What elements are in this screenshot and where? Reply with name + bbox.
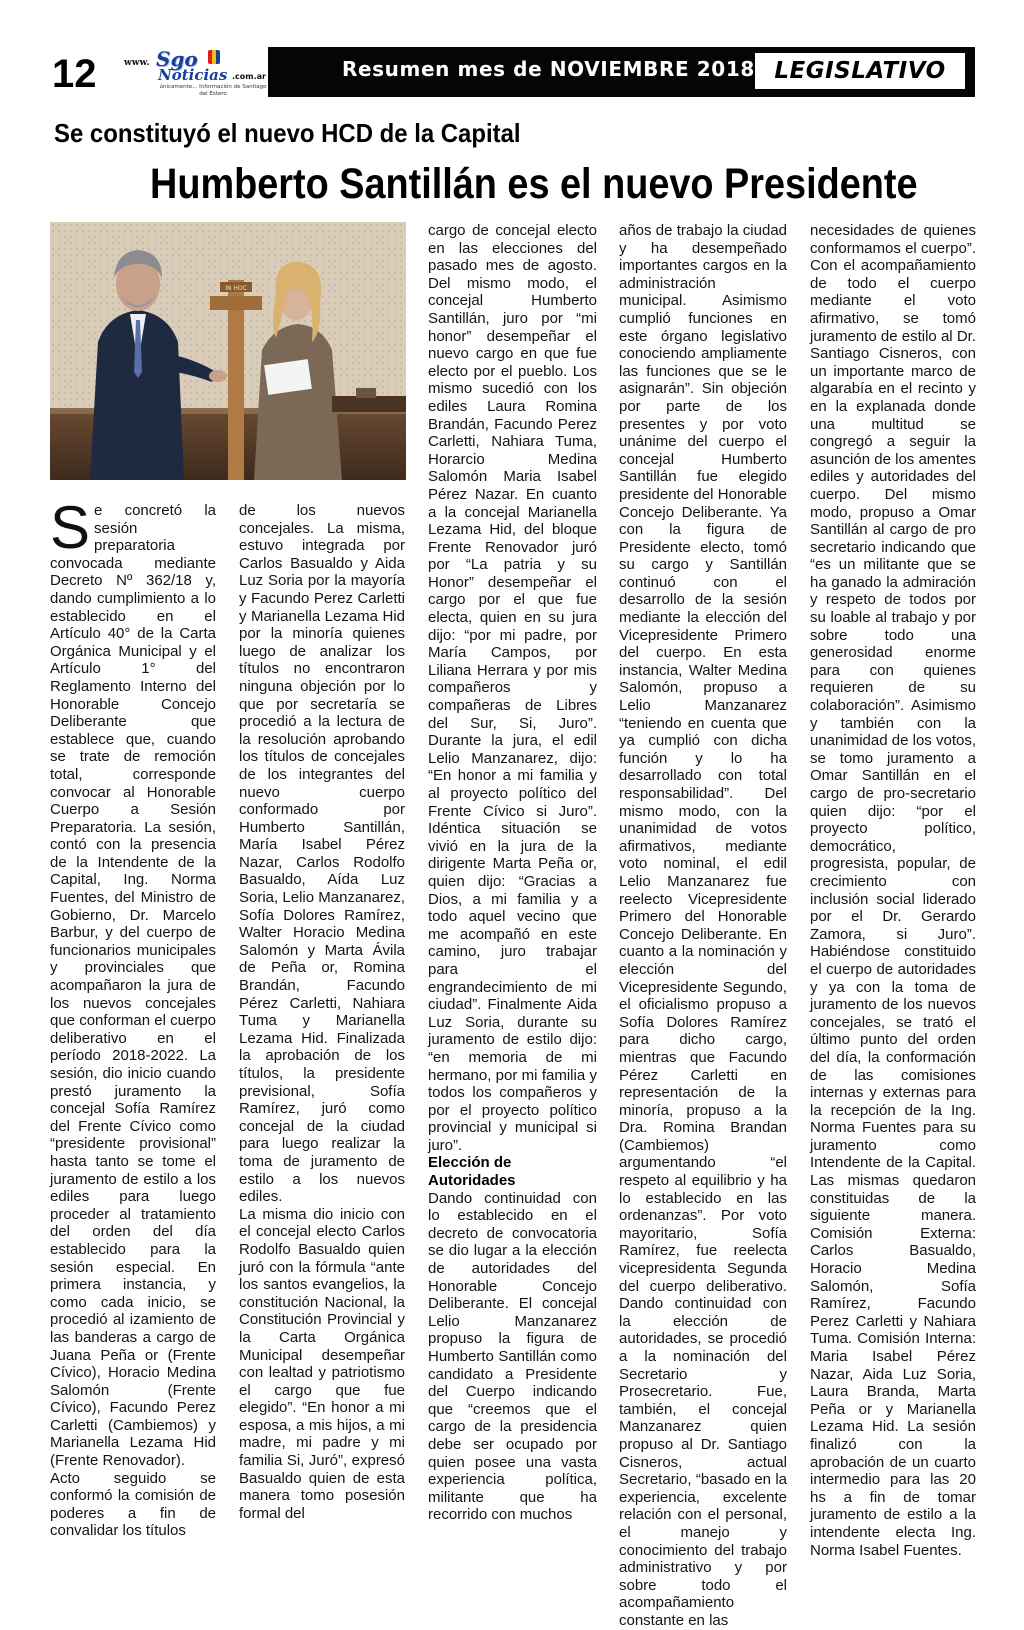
article-column-3 — [428, 222, 597, 1524]
article-column-4 — [619, 222, 787, 1629]
logo-www: www. — [124, 58, 150, 68]
section-label: LEGISLATIVO — [755, 53, 965, 89]
drop-cap: S — [50, 494, 91, 561]
article-paragraph: Dando continuidad con lo establecido en el decreto de convocatoria se dio lugar a la elección de autoridades del Honorable Concejo Deliberante. El concejal Lelio Manzanarez propuso la figura de Humberto Santillán como candidato a Presidente del Cuerpo indicando que “creemos que el cargo de la presidencia debe ser ocupado por quien posee una vasta experiencia política, militante que ha recorrido con muchos — [428, 1189, 597, 1524]
article-paragraph: La misma dio inicio con el concejal electo Carlos Rodolfo Basualdo quien juró con la fórmula “ante los santos evangelios, la constitución Nacional, la Constitución Provincial y la Carta Orgánica Municipal desempeñar con lealtad y patriotismo el cargo que fue elegido”. “En honor a mi esposa, a mis hijos, a mi madre, mi padre y mi familia Si, Juró”, expresó Basualdo quien de esta manera tomo posesión formal del — [239, 1205, 405, 1522]
article-paragraph: Acto seguido se conformó la comisión de poderes a fin de convalidar los títulos — [50, 1469, 216, 1540]
article-subhead: Elección de Autoridades — [428, 1154, 516, 1190]
flag-icon — [208, 50, 220, 64]
logo-brand-bottom: Noticias — [158, 66, 228, 84]
article-paragraph: necesidades de quienes conformamos el cuerpo”. Con el acompañamiento de todo el cuerpo mediante el voto afirmativo, se tomó juramento de estilo al Dr. Santiago Cisneros, con un importante marco de algarabía en el recinto y en la explanada donde una multitud se congregó a seguir la asunción de los amentes ediles y autoridades del cuerpo. Del mismo modo, propuso a Omar Santillán al cargo de pro secretario indicando que “es un militante que se ha ganado la admiración y respeto de todos por su loable al trabajo y por sobre todo una generosidad enorme para con quienes requieren de su colaboración”. Asimismo y también con la unanimidad de los votos, se tomo juramento a Omar Santillán en el cargo de pro-secretario quien dijo: “por el proyecto político, democrático, progresista, popular, de crecimiento con inclusión social liderado por el Dr. Gerardo Zamora, si Juro”. Habiéndose constituido el cuerpo de autoridades y ya con la toma de juramento de los nuevos concejales, se trató el último punto del orden del día, la conformación de las comisiones internas y externas para la recepción de la Ing. Norma Fuentes para su juramento como Intendente de la Capital. Las mismas quedaron constituidas de la siguiente manera. Comisión Externa: Carlos Basualdo, Horacio Medina Salomón, Sofía Ramírez, Facundo Perez Carletti y Nahiara Tuma. Comisión Interna: Maria Isabel Pérez Nazar, Aida Luz Soria, Laura Branda, Marta Peña or y Marianella Lezama Hid. La sesión finalizó con la aprobación de un cuarto intermedio para las 20 hs a fin de tomar juramento de estilo a la intendente electa Ing. Norma Isabel Fuentes. — [810, 222, 976, 1559]
article-kicker: Se constituyó el nuevo HCD de la Capital — [54, 118, 521, 148]
article-paragraph: de los nuevos concejales. La misma, estuvo integrada por Carlos Basualdo y Aida Luz Soria por la mayoría y Facundo Perez Carletti y Marianella Lezama Hid por la minoría quienes luego de analizar los títulos no encontraron ninguna objeción por lo que por secretaría se procedió a la lectura de la resolución aprobando los títulos de concejales de los integrantes del nuevo cuerpo conformado por Humberto Santillán, María Isabel Pérez Nazar, Carlos Rodolfo Basualdo, Aída Luz Soria, Lelio Manzanarez, Sofía Dolores Ramírez, Walter Horacio Medina Salomón y Marta Ávila de Peña or, Romina Brandán, Facundo Pérez Carletti, Nahiara Tuma y Marianella Lezama Hid. Finalizada la aprobación de los títulos, la presidente previsional, Sofía Ramírez, juró como concejal de la ciudad para luego realizar la toma de juramento de estilo a los nuevos ediles. — [239, 502, 405, 1206]
issue-summary: Resumen mes de NOVIEMBRE 2018 — [342, 57, 755, 81]
article-headline: Humberto Santillán es el nuevo Presidente — [150, 160, 918, 208]
site-logo — [124, 46, 267, 100]
article-paragraph: años de trabajo la ciudad y ha desempeñado importantes cargos en la administración municipal. Asimismo cumplió funciones en este órgano legislativo conociendo ampliamente las funciones que se le asignarán”. Sin objeción por parte de los presentes y por voto unánime del cuerpo el concejal Humberto Santillán fue elegido presidente del Honorable Concejo Deliberante. Ya con la figura de Presidente electo, tomó su cargo y Santillán continuó con el desarrollo de la sesión mediante la elección del Vicepresidente Primero del cuerpo. En esta instancia, Walter Medina Salomón, propuso a Lelio Manzanarez “teniendo en cuenta que ya cumplió con dicha función y lo ha desarrollado con total responsabilidad”. Del mismo modo, con la unanimidad de votos afirmativos, mediante voto nominal, el edil Lelio Manzanarez fue reelecto Vicepresidente Primero del Honorable Concejo Deliberante. En cuanto a la nominación y elección del Vicepresidente Segundo, el oficialismo propuso a Sofía Dolores Ramírez para dicho cargo, mientras que Facundo Pérez Carletti en representación de la minoría, propuso a la Dra. Romina Brandan (Cambiemos) argumentando “el respeto al equilibrio y ha lo establecido en las ordenanzas”. Por voto mayoritario, Sofía Ramírez, fue reelecta vicepresidenta Segunda del cuerpo deliberativo. Dando continuidad con la elección de autoridades, se procedió a la nominación del Secretario y Prosecretario. Fue, también, el concejal Manzanarez quien propuso al Dr. Santiago Cisneros, actual Secretario, “basado en la experiencia, excelente relación con el personal, el manejo y conocimiento del trabajo administrativo y por sobre todo el acompañamiento constante en las — [619, 222, 787, 1629]
article-photo — [50, 222, 406, 480]
article-text: e concretó la sesión preparatoria convocada mediante Decreto Nº 362/18 y, dando cumplimiento a lo establecido en el Artículo 40° de la Carta Orgánica Municipal y el Artículo 1° del Reglamento Interno del Honorable Concejo Deliberante que establece que, cuando se trate de remoción total, corresponde convocar al Honorable Cuerpo a Sesión Preparatoria. La sesión, contó con la presencia de la Intendente de la Capital, Ing. Norma Fuentes, del Ministro de Gobierno, Dr. Marcelo Barbur, y del cuerpo de funcionarios municipales y provinciales que acompañaron la jura de los nuevos concejales que conforman el cuerpo deliberativo en el período 2018-2022. La sesión, dio inicio cuando prestó juramento la concejal Sofía Ramírez del Frente Cívico como “presidente provisional” hasta tanto se tome el juramento de estilo a los ediles para luego proceder al tratamiento del orden del día establecido para la sesión especial. En primera instancia, y como cada inicio, se procedió al izamiento de las banderas a cargo de Juana Peña or (Frente Cívico), Horacio Medina Salomón (Frente Cívico), Facundo Perez Carletti (Cambiemos) y Marianella Lezama Hid (Frente Renovador). — [50, 502, 216, 1470]
page-number: 12 — [52, 52, 97, 96]
logo-tagline: únicamente... Información de Santiago del Estero — [159, 84, 267, 97]
header-band — [268, 47, 975, 97]
article-paragraph — [50, 494, 216, 1470]
article-column-1 — [50, 494, 216, 1540]
logo-brand-top: Sgo — [156, 47, 198, 71]
logo-domain: .com.ar — [232, 72, 266, 81]
cross-label: IN HOC — [225, 285, 247, 292]
swearing-in-photo — [50, 222, 406, 480]
article-column-5 — [810, 222, 976, 1559]
article-column-2 — [239, 502, 405, 1522]
article-paragraph: cargo de concejal electo en las elecciones del pasado mes de agosto. Del mismo modo, el concejal Humberto Santillán, juro por “mi honor” desempeñar el nuevo cargo en que fue electo por el pueblo. Los mismo sucedió con los ediles Laura Romina Brandán, Facundo Perez Carletti, Nahiara Tuma, Horarcio Medina Salomón Maria Isabel Pérez Nazar. En cuanto a la concejal Marianella Lezama Hid, del bloque Frente Renovador juró por “La patria y su Honor” desempeñar el cargo por el que fue electa, quien en su jura dijo: “por mi padre, por María Campos, por Liliana Herrara y por mis compañeros y compañeras de Libres del Sur, Si, Juro”. Durante la jura, el edil Lelio Manzanarez, dijo: “En honor a mi familia y al proyecto político del Frente Cívico si Juro”. Idéntica situación se vivió en la jura de la dirigente Marta Peña or, quien dijo: “Gracias a Dios, a mi familia y a todo aquel vecino que me acompañó en este camino, juro trabajar para el engrandecimiento de mi ciudad”. Finalmente Aida Luz Soria, durante su juramento de estilo dijo: “en memoria de mi hermano, por mi familia y todos los compañeros y por el proyecto político provincial y municipal si juro”. — [428, 222, 597, 1154]
